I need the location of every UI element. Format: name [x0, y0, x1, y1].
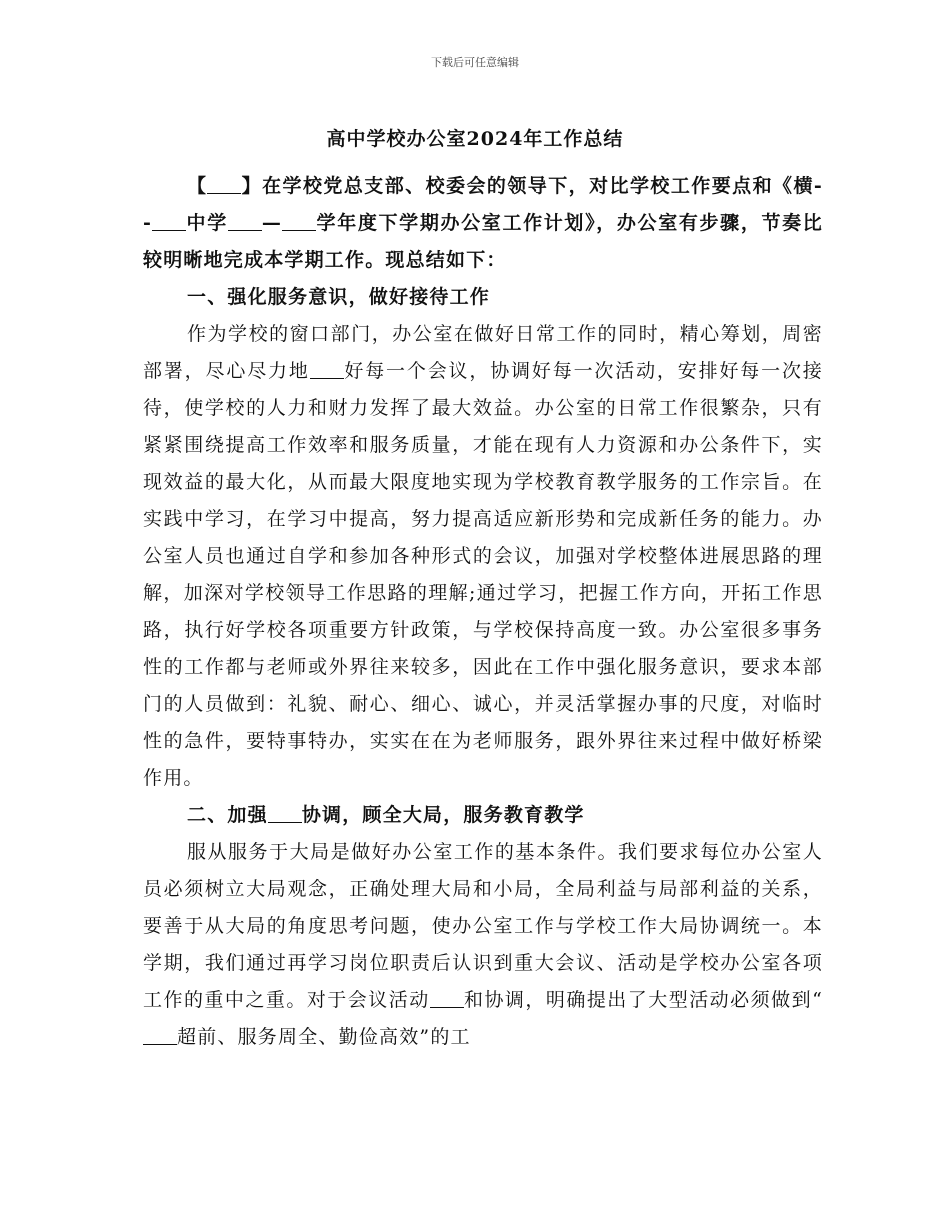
fill-blank — [143, 1025, 177, 1045]
fill-blank — [228, 211, 262, 231]
section-2-heading-end: 协调，顾全大局，服务教育教学 — [301, 804, 585, 826]
section-1-heading: 一、强化服务意识，做好接待工作 — [187, 286, 491, 308]
section-1-paragraph — [143, 316, 823, 797]
fill-blank — [282, 211, 316, 231]
intro-text-after-blank: 】在学校党总支部、校委会的领导下，对比学校工作要点和《横-- — [143, 175, 823, 234]
fill-blank — [310, 359, 344, 379]
section-1-text-b: 好每一个会议，协调好每一次活动，安排好每一次接待，使学校的人力和财力发挥了最大效益。办公室的日常工作很繁杂，只有紧紧围绕提高工作效率和服务质量，才能在现有人力资源和办公条件下，实现效益的最大化，从而最大限度地实现为学校教育教学服务的工作宗旨。在实践中学习，在学习中提高，努力提高适应新形势和完成新任务的能力。办公室人员也通过自学和参加各种形式的会议，加强对学校整体进展思路的理解，加深对学校领导工作思路的理解;通过学习，把握工作方向，开拓工作思路，执行好学校各项重要方针政策，与学校保持高度一致。办公室很多事务性的工作都与老师或外界往来较多，因此在工作中强化服务意识，要求本部门的人员做到：礼貌、耐心、细心、诚心，并灵活掌握办事的尺度，对临时性的急件，要特事特办，实实在在为老师服务，跟外界往来过程中做好桥梁作用。 — [143, 360, 823, 789]
section-2-text-c: 超前、服务周全、勤俭高效”的工 — [177, 1026, 471, 1048]
document-title: 高中学校办公室2024年工作总结 — [326, 128, 624, 150]
section-2-text-a: 服从服务于大局是做好办公室工作的基本条件。我们要求每位办公室人员必须树立大局观念，正确处理大局和小局，全局利益与局部利益的关系，要善于从大局的角度思考问题，使办公室工作与学校工作大局协调统一。本学期，我们通过再学习岗位职责后认识到重大会议、活动是学校办公室各项工作的重中之重。对于会议活动 — [143, 841, 823, 1011]
section-2-paragraph — [143, 834, 823, 1056]
intro-text-mid1: 中学 — [186, 212, 228, 234]
fill-blank — [430, 988, 464, 1008]
fill-blank — [207, 174, 241, 194]
fill-blank — [268, 803, 302, 823]
intro-text-start: 【 — [187, 175, 208, 197]
intro-paragraph — [143, 168, 823, 279]
section-2-heading — [143, 797, 823, 834]
section-1-text-a: 作为学校的窗口部门，办公室在做好日常工作的同时，精心筹划，周密部署，尽心尽力地 — [143, 323, 823, 382]
section-2-heading-start: 二、加强 — [187, 804, 268, 826]
intro-text-end: 学年度下学期办公室工作计划》，办公室有步骤，节奏比较明晰地完成本学期工作。现总结如下： — [143, 212, 823, 271]
document-body — [143, 168, 823, 1056]
section-2-text-b: 和协调，明确提出了大型活动必须做到“ — [463, 989, 823, 1011]
page-header-note: 下载后可任意编辑 — [431, 56, 519, 69]
fill-blank — [152, 211, 186, 231]
intro-text-mid2: — — [261, 212, 283, 234]
